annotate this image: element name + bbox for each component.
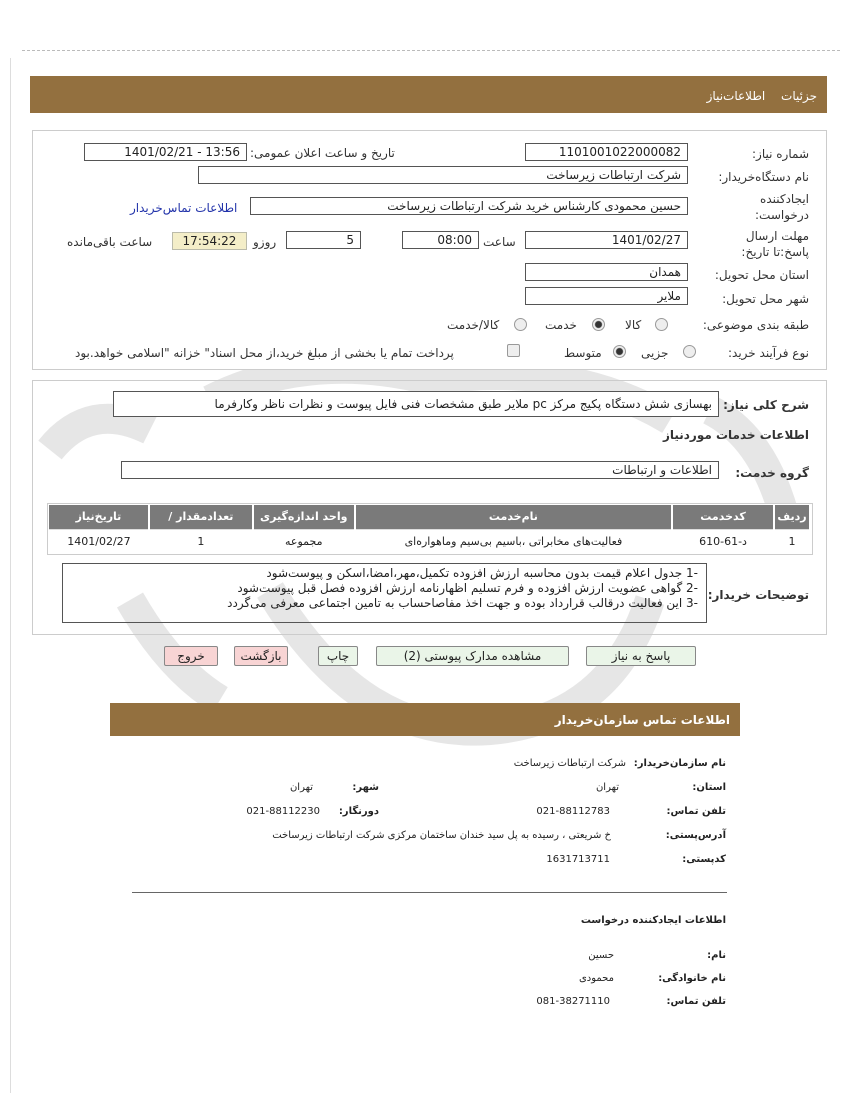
note-line-2: -2 گواهی عضویت ارزش افزوده و فرم تسلیم اظهارنامه ارزش افزوده فصل قبل پیوست‌شود: [237, 581, 698, 595]
table-row: [49, 529, 810, 553]
address-value: خ شریعتی ، رسیده به پل سید خندان ساختمان مرکزی شرکت ارتباطات زیرساخت: [272, 830, 611, 841]
city-field: ملایر: [525, 287, 688, 305]
process-medium-label: متوسط: [564, 346, 602, 360]
print-button[interactable]: چاپ: [318, 646, 358, 666]
back-button[interactable]: بازگشت: [234, 646, 288, 666]
notes-label: توضیحات خریدار:: [707, 588, 809, 602]
description-label: شرح کلی نیاز:: [723, 398, 809, 412]
note-line-3: -3 این فعالیت درقالب قرارداد بوده و جهت اخذ مفاصاحساب به تامین اجتماعی معرفی می‌گردد: [227, 596, 698, 610]
org-value: شرکت ارتباطات زیرساخت: [513, 758, 626, 769]
remaining-time: 17:54:22: [172, 232, 247, 250]
category-goods-label: کالا: [625, 318, 642, 332]
deadline-date-field: 1401/02/27: [525, 231, 688, 249]
days-label: روزو: [253, 235, 277, 249]
services-table: [49, 505, 811, 553]
remaining-label: ساعت باقی‌مانده: [67, 235, 153, 249]
postal-value: 1631713711: [546, 854, 610, 865]
time-label: ساعت: [483, 235, 516, 249]
tab-need-info[interactable]: اطلاعات‌نیاز: [706, 89, 766, 103]
creator-label: ایجادکننده درخواست:: [755, 192, 809, 222]
cell-unit: مجموعه: [253, 529, 355, 553]
buyer-label: نام دستگاه‌خریدار:: [718, 170, 809, 184]
phone-label-contact: تلفن تماس:: [666, 806, 726, 817]
fax-label: دورنگار:: [338, 806, 379, 817]
contact-divider: [132, 892, 727, 893]
requester-phone-label: تلفن تماس:: [666, 996, 726, 1007]
need-number-label: شماره نیاز:: [752, 147, 809, 161]
col-service-name: نام‌خدمت: [355, 505, 672, 529]
col-need-date: تاریخ‌نیاز: [49, 505, 149, 529]
province-label: استان محل تحویل:: [714, 268, 809, 282]
deadline-label: مهلت ارسال پاسخ:تا تاریخ:: [741, 229, 809, 259]
province-label-contact: استان:: [692, 782, 726, 793]
cell-service-name: فعالیت‌های مخابراتی ،باسیم بی‌سیم وماهواره‌ای: [355, 529, 672, 553]
payment-note: پرداخت تمام یا بخشی از مبلغ خرید،از محل اسناد" خزانه "اسلامی خواهد.بود: [75, 346, 454, 360]
days-field: 5: [286, 231, 361, 249]
top-divider: [22, 50, 840, 51]
phone-value-contact: 021-88112783: [536, 806, 610, 817]
cell-service-code: د-61-610: [672, 529, 774, 553]
category-label: طبقه بندی موضوعی:: [702, 318, 809, 332]
city-value-contact: تهران: [289, 782, 313, 793]
postal-label: کدپستی:: [682, 854, 726, 865]
contact-header: اطلاعات تماس سازمان‌خریدار: [110, 703, 740, 736]
city-label: شهر محل تحویل:: [722, 292, 809, 306]
requester-title: اطلاعات ایجادکننده درخواست: [580, 915, 726, 926]
view-documents-button[interactable]: مشاهده مدارک پیوستی (2): [376, 646, 569, 666]
reply-button[interactable]: پاسخ به نیاز: [586, 646, 696, 666]
col-row: ردیف: [774, 505, 810, 529]
category-both-label: کالا/خدمت: [447, 318, 500, 332]
buyer-contact-link[interactable]: اطلاعات تماس‌خریدار: [130, 201, 238, 215]
cell-row: 1: [774, 529, 810, 553]
deadline-time-field: 08:00: [402, 231, 479, 249]
cell-need-date: 1401/02/27: [49, 529, 149, 553]
category-goods-radio[interactable]: [655, 317, 668, 331]
col-unit: واحد اندازه‌گیری: [253, 505, 355, 529]
city-label-contact: شهر:: [352, 782, 379, 793]
category-both-radio[interactable]: [514, 317, 527, 331]
note-line-1: -1 جدول اعلام قیمت بدون محاسبه ارزش افزوده تکمیل،مهر،امضا،اسکن و پیوست‌شود: [266, 566, 698, 580]
province-value-contact: تهران: [595, 782, 619, 793]
payment-checkbox[interactable]: [507, 343, 520, 357]
category-service-label: خدمت: [545, 318, 577, 332]
process-medium-radio[interactable]: [613, 344, 626, 358]
category-service-radio[interactable]: [592, 317, 605, 331]
need-number-field: 1101001022000082: [525, 143, 688, 161]
creator-field: حسین محمودی کارشناس خرید شرکت ارتباطات زیرساخت: [250, 197, 688, 215]
cell-quantity: 1: [149, 529, 253, 553]
col-service-code: کدخدمت: [672, 505, 774, 529]
requester-phone: 081-38271110: [536, 996, 610, 1007]
requester-family-label: نام خانوادگی:: [658, 973, 726, 984]
process-minor-radio[interactable]: [683, 344, 696, 358]
table-header-row: [49, 505, 810, 529]
notes-box: [62, 563, 707, 623]
requester-name: حسین: [588, 950, 614, 961]
announce-field: 1401/02/21 - 13:56: [84, 143, 247, 161]
col-quantity: / تعدادمقدار: [149, 505, 253, 529]
tabs-header: [30, 76, 827, 113]
requester-name-label: نام:: [707, 950, 726, 961]
group-field: اطلاعات و ارتباطات: [121, 461, 719, 479]
announce-label: تاریخ و ساعت اعلان عمومی:: [250, 146, 395, 160]
tab-details[interactable]: جزئیات: [781, 89, 817, 103]
requester-family: محمودی: [578, 973, 614, 984]
province-field: همدان: [525, 263, 688, 281]
process-label: نوع فرآیند خرید:: [728, 346, 809, 360]
buyer-field: شرکت ارتباطات زیرساخت: [198, 166, 688, 184]
description-field: بهسازی شش دستگاه پکیج مرکز pc ملایر طبق مشخصات فنی فایل پیوست و نظرات ناظر وکارفرما: [113, 391, 719, 417]
org-label: نام سازمان‌خریدار:: [633, 758, 726, 769]
process-minor-label: جزیی: [641, 346, 669, 360]
fax-value: 021-88112230: [246, 806, 320, 817]
address-label: آدرس‌پستی:: [665, 830, 726, 841]
services-title: اطلاعات خدمات موردنیاز: [662, 428, 809, 442]
exit-button[interactable]: خروج: [164, 646, 218, 666]
group-label: گروه خدمت:: [735, 466, 809, 480]
